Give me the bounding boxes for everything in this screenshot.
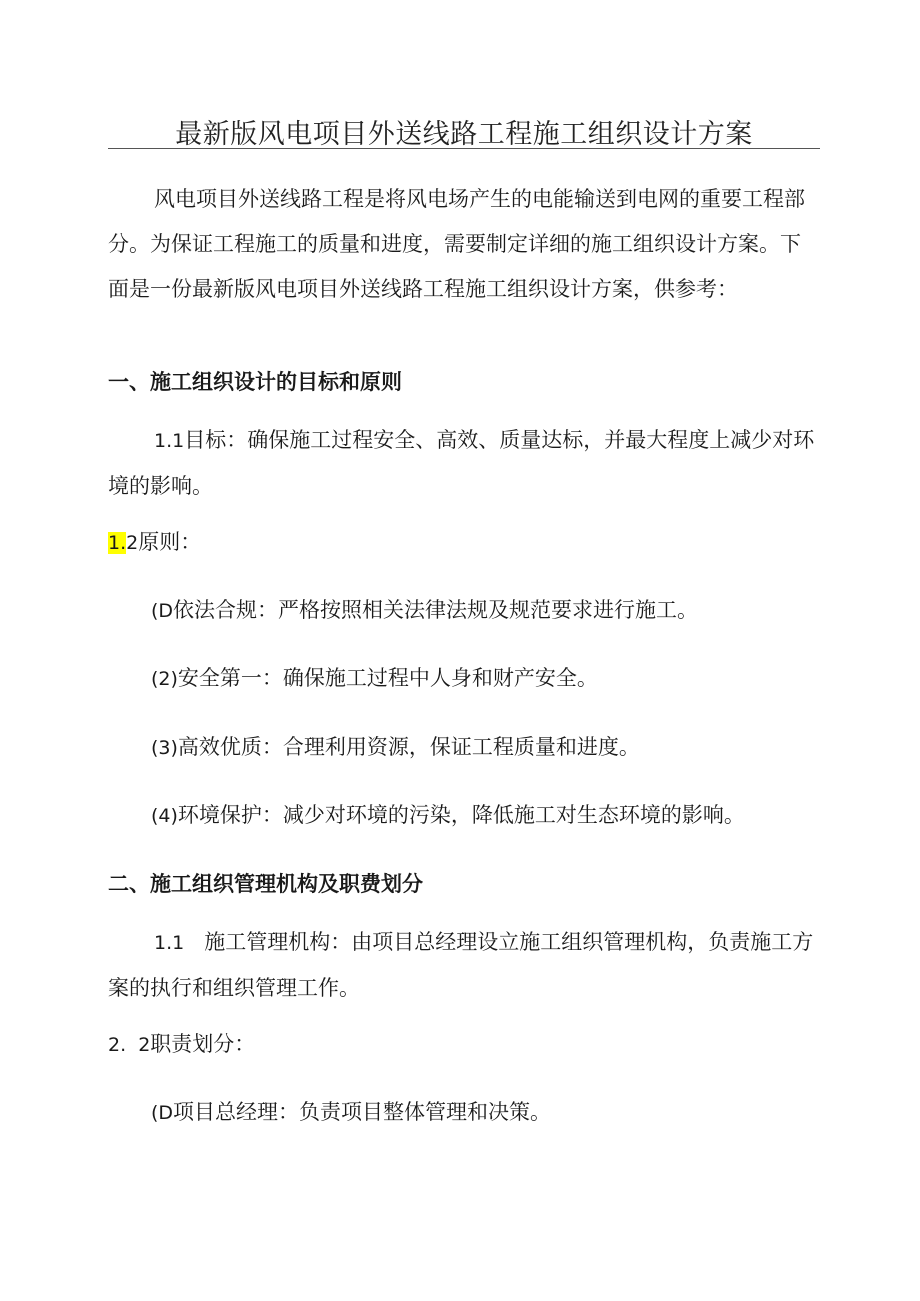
intro-paragraph: 风电项目外送线路工程是将风电场产生的电能输送到电网的重要工程部分。为保证工程施工的质量和进度，需要制定详细的施工组织设计方案。下面是一份最新版风电项目外送线路工程施工组织设计方案，供参考：: [108, 187, 805, 301]
principle-item-number: (2): [151, 668, 178, 690]
principle-item-number: (4): [151, 805, 178, 827]
section-2-organization: [108, 920, 820, 1011]
principle-item: [151, 731, 821, 764]
duty-label: 职责划分：: [150, 1032, 256, 1056]
goal-number: 1.1: [154, 430, 185, 452]
principle-item: [151, 662, 821, 695]
principle-number-rest: 2: [126, 532, 139, 554]
principle-item-number: (D: [151, 600, 174, 622]
principle-label: 原则：: [138, 530, 202, 554]
principle-item-text: 安全第一：确保施工过程中人身和财产安全。: [177, 666, 598, 690]
duty-item-number: (D: [151, 1102, 174, 1124]
principle-item-number: (3): [151, 737, 178, 759]
duty-item-text: 项目总经理：负责项目整体管理和决策。: [173, 1100, 552, 1124]
principle-item-text: 依法合规：严格按照相关法律法规及规范要求进行施工。: [173, 598, 699, 622]
section-1-goal: [108, 418, 820, 509]
duty-number: 2. 2: [108, 1034, 151, 1056]
section-2-heading: 二、施工组织管理机构及职费划分: [108, 872, 423, 896]
principle-item: [151, 594, 821, 627]
principle-item-text: 环境保护：减少对环境的污染，降低施工对生态环境的影响。: [177, 803, 745, 827]
organization-text: 施工管理机构：由项目总经理设立施工组织管理机构，负责施工方案的执行和组织管理工作。: [108, 930, 814, 1000]
title-underline: [108, 148, 820, 149]
duty-item: [151, 1096, 821, 1129]
principle-item-text: 高效优质：合理利用资源，保证工程质量和进度。: [177, 735, 640, 759]
goal-text: 目标：确保施工过程安全、高效、质量达标，并最大程度上减少对环境的影响。: [108, 428, 815, 498]
section-1-heading: 一、施工组织设计的目标和原则: [108, 370, 402, 394]
section-2-duties-label: [108, 1028, 820, 1061]
section-1-principles-label: [108, 526, 820, 559]
organization-number: 1.1: [154, 932, 185, 954]
principle-item: [151, 799, 821, 832]
principle-number-highlighted: 1.: [108, 532, 127, 554]
document-title: 最新版风电项目外送线路工程施工组织设计方案: [175, 119, 753, 150]
